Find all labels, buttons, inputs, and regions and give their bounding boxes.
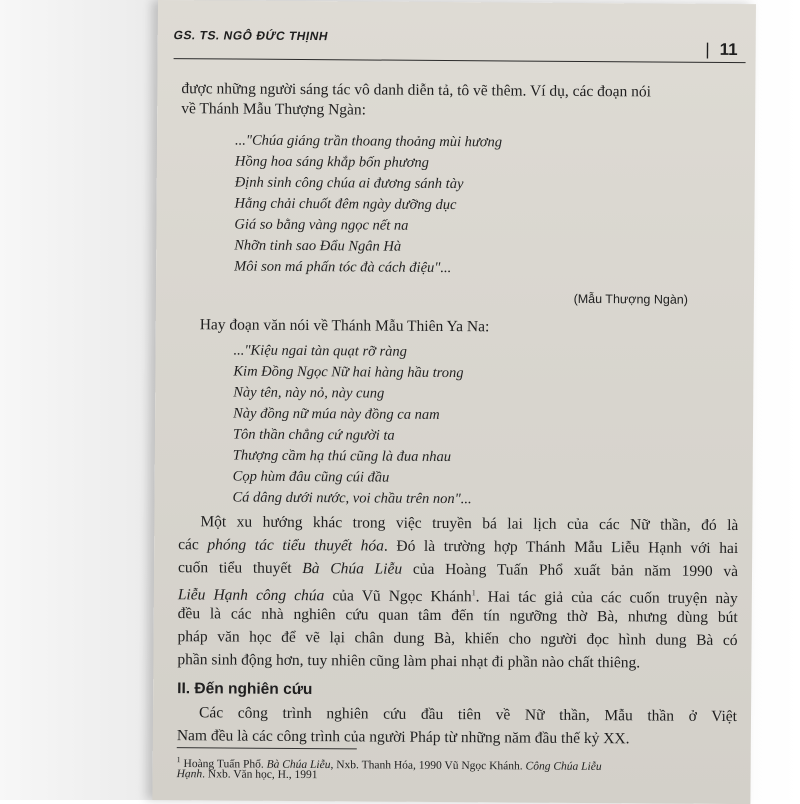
header-author: GS. TS. NGÔ ĐỨC THỊNH <box>172 28 330 44</box>
verse-line: Môi son má phấn tóc đà cách điệu"... <box>234 258 452 277</box>
book-title: Bà Chúa Liễu <box>302 560 403 578</box>
paragraph-line: về Thánh Mẫu Thượng Ngàn: <box>181 100 367 119</box>
footnote-line: $^1$ Hoàng Tuấn Phổ. Bà Chúa Liễu, Nxb. Thanh Hóa, 1990 Vũ Ngọc Khánh. Công Chúa Liễu <box>176 755 602 773</box>
verse-line: Này tên, này nỏ, này cung <box>233 384 385 402</box>
page-number-value: 11 <box>719 39 738 60</box>
section-heading: II. Đến nghiên cứu <box>177 680 313 699</box>
italic-term: phóng tác tiểu thuyết hóa <box>207 536 384 555</box>
verse-line: Giá so bằng vàng ngọc nết na <box>234 216 409 234</box>
footnote-rule <box>177 747 357 749</box>
book-page <box>152 0 756 804</box>
verse-line: Cọp hùm đâu cũng cúi đầu <box>232 468 390 486</box>
verse-line: ..."Chúa giáng trần thoang thoảng mùi hương <box>234 132 503 151</box>
paragraph-line: các phóng tác tiểu thuyết hóa. Đó là trường hợp Thánh Mẫu Liễu Hạnh với hai <box>178 536 739 558</box>
paragraph-line: Các công trình nghiên cứu đầu tiên về Nữ thần, Mẫu thần ở Việt <box>198 704 738 726</box>
verse-line: Cá dâng dưới nước, voi chầu trên non"... <box>232 489 472 508</box>
book-title: Liễu Hạnh công chúa <box>177 586 325 605</box>
paragraph-line: được những người sáng tác vô danh diễn tả, tô vẽ thêm. Ví dụ, các đoạn nói <box>181 80 652 101</box>
paragraph-line: đều là các nhà nghiên cứu quan tâm đến tín ngưỡng thờ Bà, nhưng dùng bút <box>177 605 738 627</box>
verse-line: Hồng hoa sáng khắp bốn phương <box>234 153 430 171</box>
verse-line: ..."Kiệu ngai tàn quạt rỡ ràng <box>233 342 407 360</box>
verse-line: Thượng cầm hạ thú cũng là đua nhau <box>232 447 452 466</box>
paragraph-line: Liễu Hạnh công chúa của Vũ Ngọc Khánh$^1$. Hai tác giả của các cuốn truyện này <box>177 586 738 608</box>
verse-line: Nhỡn tinh sao Đẩu Ngân Hà <box>234 237 402 255</box>
paragraph-line: Một xu hướng khác trong việc truyền bá lai lịch của các Nữ thần, đó là <box>200 513 739 535</box>
header-separator: | <box>705 39 710 59</box>
verse-line: Này đồng nữ múa này đồng ca nam <box>233 405 440 423</box>
verse-intro: Hay đoạn văn nói về Thánh Mẫu Thiên Ya Na: <box>199 316 490 336</box>
footnote-number: 1 <box>176 755 181 765</box>
paragraph-line: cuốn tiểu thuyết Bà Chúa Liễu của Hoàng Tuấn Phổ xuất bản năm 1990 và <box>177 559 739 581</box>
paragraph-line: Nam đều là các công trình của người Pháp từ những năm đầu thế kỷ XX. <box>176 727 630 748</box>
verse-source: (Mẫu Thượng Ngàn) <box>573 291 688 307</box>
paragraph-line: phần sinh động hơn, tuy nhiên cũng làm phai nhạt đi phần nào chất thiêng. <box>177 651 641 672</box>
page-number <box>705 40 738 60</box>
verse-line: Hằng chải chuốt đêm ngày dưỡng dục <box>234 195 457 214</box>
verse-line: Định sinh công chúa ai đương sánh tày <box>234 174 464 193</box>
verse-line: Tôn thần chẳng cứ người ta <box>232 426 395 444</box>
paragraph-line: pháp văn học để vẽ lại chân dung Bà, khiến cho người đọc hình dung Bà có <box>177 628 738 650</box>
footnote-line: Hạnh. Nxb. Văn học, H., 1991 <box>176 768 318 782</box>
running-header <box>174 28 746 63</box>
verse-line: Kim Đồng Ngọc Nữ hai hàng hầu trong <box>233 363 464 382</box>
footnote-marker: 1 <box>471 588 476 598</box>
